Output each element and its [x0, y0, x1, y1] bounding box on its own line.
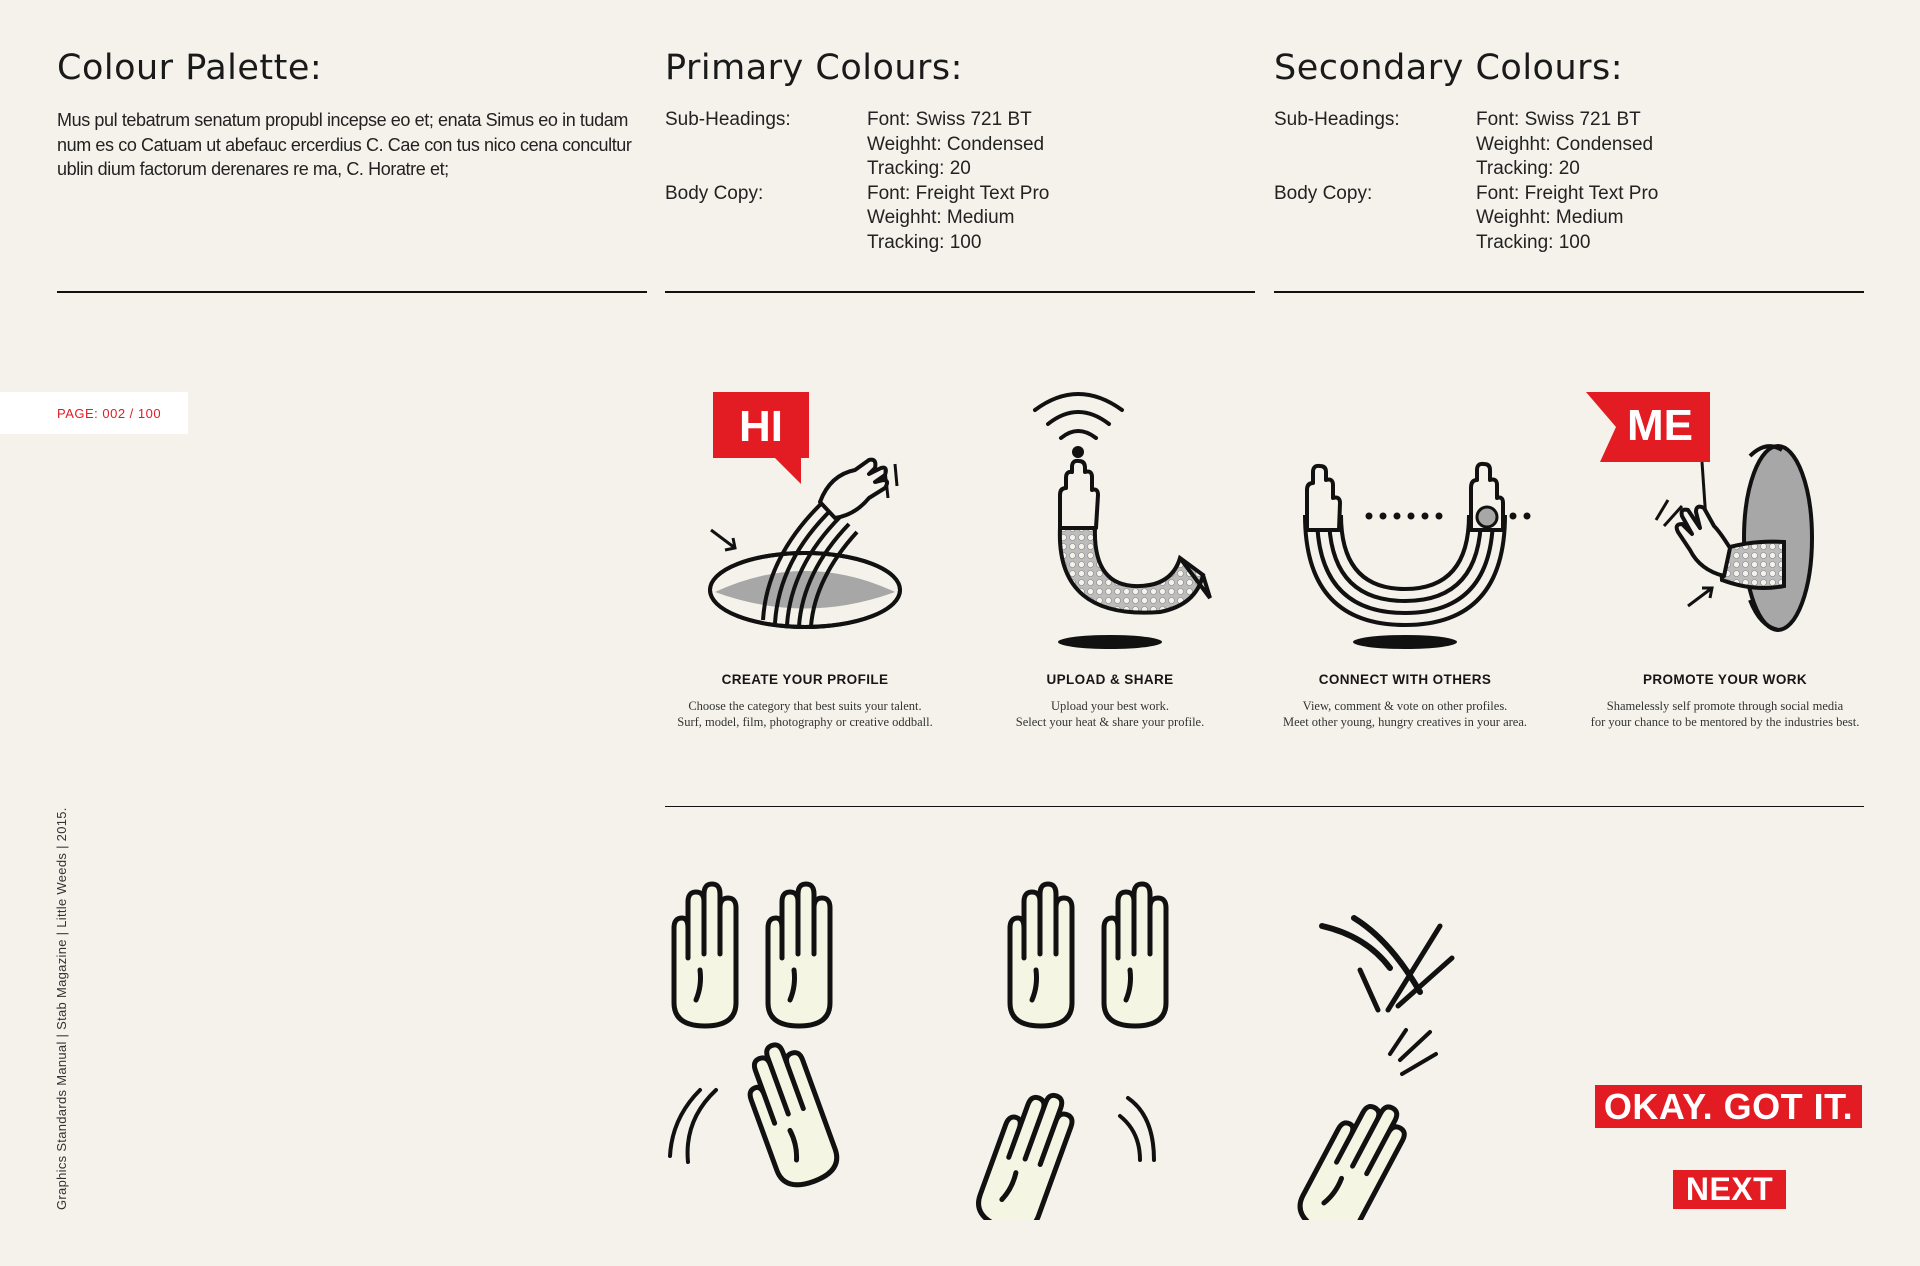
footer-credits: Graphics Standards Manual | Stab Magazine | Little Weeds | 2015.	[54, 807, 69, 1210]
primary-body-label: Body Copy:	[665, 182, 764, 204]
step-desc-line: View, comment & vote on other profiles.	[1302, 699, 1508, 713]
step-desc-line: Shamelessly self promote through social media	[1606, 699, 1844, 713]
step-desc-line: Upload your best work.	[1050, 699, 1170, 713]
page-indicator-text: PAGE: 002 / 100	[57, 405, 162, 421]
step-desc-connect-others	[1245, 698, 1565, 730]
secondary-colours-title: Secondary Colours:	[1274, 48, 1624, 88]
primary-sub-line: Font: Swiss 721 BT	[867, 109, 1032, 130]
divider	[57, 291, 647, 293]
clapping-hand-icon	[1292, 1090, 1413, 1220]
secondary-body-line: Weighht: Medium	[1476, 207, 1624, 228]
step-title-create-profile: CREATE YOUR PROFILE	[721, 672, 889, 687]
primary-sub-line: Tracking: 20	[867, 158, 971, 179]
primary-sub-line: Weighht: Condensed	[867, 133, 1045, 155]
hi-badge-text: HI	[739, 402, 783, 451]
primary-colours-section	[665, 48, 1255, 255]
hi-speech-bubble-icon	[713, 392, 809, 484]
promote-work-illustration	[1570, 380, 1870, 650]
waving-hand-icon	[972, 1083, 1079, 1220]
hand-icon-set	[660, 870, 1560, 1220]
step-title-promote-work: PROMOTE YOUR WORK	[1642, 672, 1808, 687]
okay-got-it-button[interactable]: OKAY. GOT IT.	[1595, 1085, 1862, 1128]
step-desc-line: Choose the category that best suits your talent.	[688, 699, 922, 713]
create-profile-illustration	[655, 380, 955, 650]
secondary-body-line: Tracking: 100	[1476, 231, 1591, 253]
step-title-connect-others: CONNECT WITH OTHERS	[1318, 672, 1492, 687]
secondary-sub-line: Font: Swiss 721 BT	[1476, 109, 1641, 130]
secondary-sub-line: Tracking: 20	[1476, 158, 1580, 179]
divider	[1274, 291, 1864, 293]
step-desc-line: Meet other young, hungry creatives in your area.	[1282, 715, 1527, 729]
connect-others-illustration	[1265, 380, 1565, 650]
primary-body-line: Font: Freight Text Pro	[867, 182, 1050, 204]
raised-hand-icon	[1010, 884, 1072, 1026]
upload-share-illustration	[960, 380, 1260, 650]
raised-hand-icon	[1104, 884, 1166, 1026]
step-desc-line: Surf, model, film, photography or creative oddball.	[677, 715, 933, 729]
me-flag-icon	[1586, 392, 1710, 462]
me-badge-text: ME	[1627, 401, 1693, 450]
page-indicator	[0, 392, 188, 434]
primary-body-line: Weighht: Medium	[867, 207, 1015, 228]
secondary-colours-section	[1274, 48, 1864, 255]
primary-sub-label: Sub-Headings:	[665, 109, 791, 130]
section-divider	[665, 806, 1864, 807]
waving-hand-icon	[736, 1037, 843, 1192]
secondary-spec	[1274, 108, 1864, 255]
step-desc-promote-work	[1565, 698, 1885, 730]
colour-palette-body: Mus pul tebatrum senatum propubl incepse eo et; enata Simus eo in tudam num es co Catuam ut abefauc ercerdius C. Cae con tus nico cena concultur ublin dium factorum derenares re ma, C. Horatre et;	[57, 110, 632, 179]
next-button[interactable]: NEXT	[1673, 1170, 1786, 1209]
colour-palette-section	[57, 48, 647, 182]
secondary-sub-label: Sub-Headings:	[1274, 109, 1400, 130]
step-desc-create-profile	[645, 698, 965, 730]
raised-hand-icon	[674, 884, 736, 1026]
sparkle-lines-icon	[1390, 1030, 1436, 1074]
step-desc-line: for your chance to be mentored by the industries best.	[1590, 715, 1860, 729]
secondary-body-label: Body Copy:	[1274, 182, 1373, 204]
primary-spec	[665, 108, 1255, 255]
primary-colours-title: Primary Colours:	[665, 48, 963, 88]
divider	[665, 291, 1255, 293]
step-title-upload-share: UPLOAD & SHARE	[1046, 672, 1174, 687]
wifi-signal-icon	[1035, 394, 1122, 438]
raised-hand-icon	[768, 884, 830, 1026]
secondary-body-line: Font: Freight Text Pro	[1476, 182, 1659, 204]
step-desc-upload-share	[950, 698, 1270, 730]
step-desc-line: Select your heat & share your profile.	[1015, 715, 1205, 729]
secondary-sub-line: Weighht: Condensed	[1476, 133, 1654, 155]
primary-body-line: Tracking: 100	[867, 231, 982, 253]
colour-palette-title: Colour Palette:	[57, 48, 323, 88]
